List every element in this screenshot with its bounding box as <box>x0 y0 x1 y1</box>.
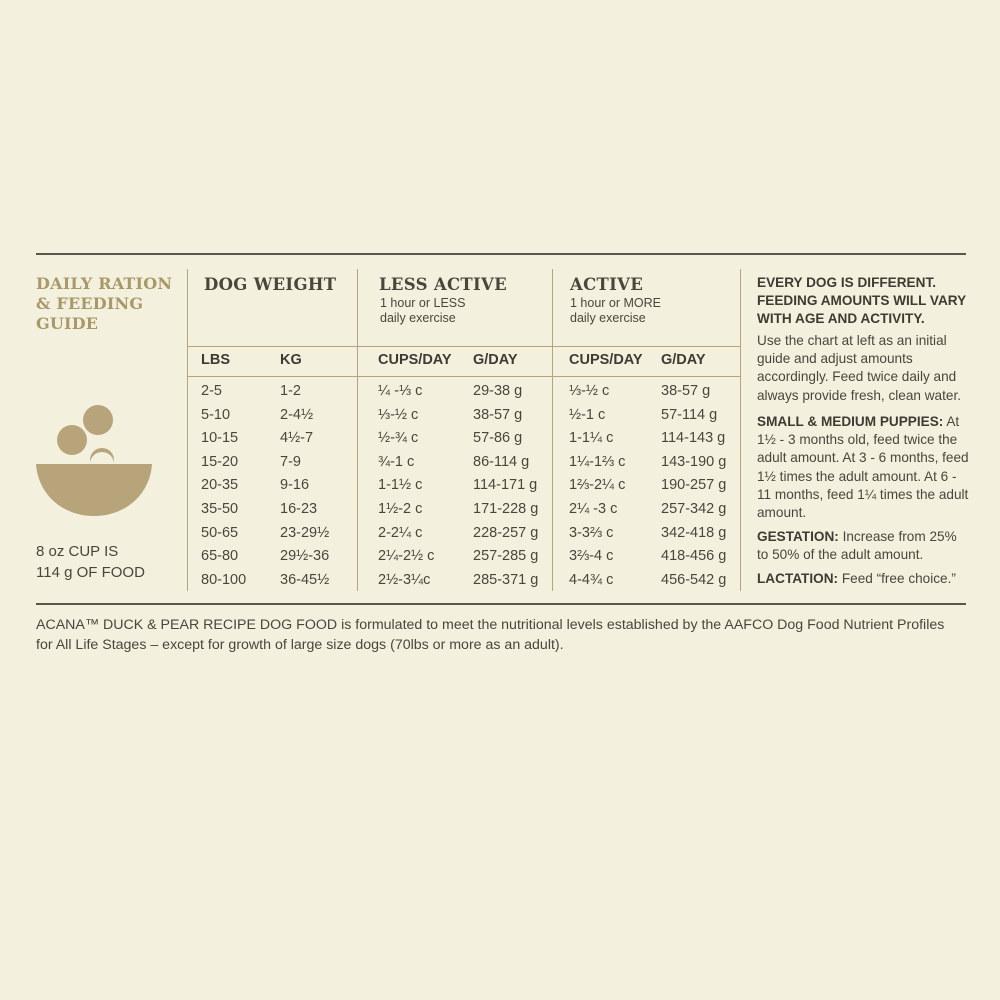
top-rule <box>36 253 966 255</box>
kg-cell: 2-4½ <box>280 406 314 423</box>
lactation-text: Feed “free choice.” <box>841 571 956 586</box>
active-cups-cell: 2¼ -3 c <box>569 501 618 517</box>
active-sub2: daily exercise <box>570 311 646 325</box>
kg-cell: 1-2 <box>280 383 301 399</box>
less-active-g-cell: 114-171 g <box>473 477 538 494</box>
active-g-cell: 342-418 g <box>661 524 727 541</box>
lbs-cell: 35-50 <box>201 501 239 517</box>
less-active-g-cell: 29-38 g <box>473 383 523 399</box>
active-g-cell: 257-342 g <box>661 501 727 517</box>
kg-cell: 4½-7 <box>280 430 314 447</box>
puppies-note <box>757 413 969 522</box>
lbs-cell: 50-65 <box>201 524 239 541</box>
bowl-with-food-icon <box>34 402 154 520</box>
less-active-g-header: G/DAY <box>473 352 518 368</box>
active-sub1: 1 hour or MORE <box>570 296 662 310</box>
footer-line-2: for All Life Stages – except for growth of large size dogs (70lbs or more as an adult). <box>36 637 564 653</box>
active-cups-cell: 4-4¾ c <box>569 571 614 588</box>
active-g-cell: 418-456 g <box>661 548 727 565</box>
active-g-header: G/DAY <box>661 352 706 368</box>
guide-title: DAILY RATION & FEEDING GUIDE <box>36 274 173 333</box>
less-active-cups-cell: 1½-2 c <box>378 501 423 517</box>
lactation-note <box>757 570 969 588</box>
dog-weight-heading: DOG WEIGHT <box>204 275 337 294</box>
less-active-g-cell: 257-285 g <box>473 548 539 565</box>
active-cups-header: CUPS/DAY <box>569 352 643 368</box>
less-active-cups-header: CUPS/DAY <box>378 352 452 368</box>
footer-line-1: ACANA™ DUCK & PEAR RECIPE DOG FOOD is formulated to meet the nutritional levels established by the AAFCO Dog Food Nutrient Profiles <box>36 617 945 633</box>
active-g-cell: 57-114 g <box>661 406 718 423</box>
gestation-label: GESTATION: <box>757 529 839 544</box>
less-active-cups-cell: 2-2¼ c <box>378 524 423 541</box>
active-cups-cell: 1⅔-2¼ c <box>569 477 626 494</box>
active-cups-cell: 1-1¼ c <box>569 430 614 447</box>
puppies-text: At 1½ - 3 months old, feed twice the adult amount. At 3 - 6 months, feed 1½ times the adult amount. At 6 - 11 months, feed 1¼ times the adult amount. <box>757 414 969 521</box>
active-g-cell: 114-143 g <box>661 430 726 447</box>
lbs-cell: 15-20 <box>201 453 239 470</box>
kg-cell: 16-23 <box>280 501 318 517</box>
less-active-cups-cell: ¾-1 c <box>378 453 415 470</box>
less-active-heading: LESS ACTIVE <box>379 275 508 294</box>
footer-statement <box>36 615 966 655</box>
active-cups-cell: ⅓-½ c <box>569 383 610 399</box>
active-cups-cell: 1¼-1⅔ c <box>569 453 626 470</box>
active-cups-cell: ½-1 c <box>569 406 606 423</box>
active-heading: ACTIVE <box>570 275 644 294</box>
lbs-cell: 5-10 <box>201 406 231 423</box>
header-divider <box>188 346 740 347</box>
divider-active <box>740 269 741 591</box>
kg-cell: 9-16 <box>280 477 310 494</box>
less-active-cups-cell: ⅓-½ c <box>378 406 419 423</box>
divider-weight <box>357 269 358 591</box>
kg-header: KG <box>280 352 302 368</box>
active-cups-cell: 3-3⅔ c <box>569 524 614 541</box>
less-active-g-cell: 38-57 g <box>473 406 523 423</box>
notes-lead: EVERY DOG IS DIFFERENT. FEEDING AMOUNTS WILL VARY WITH AGE AND ACTIVITY. <box>757 275 966 327</box>
puppies-label: SMALL & MEDIUM PUPPIES: <box>757 414 944 429</box>
less-active-cups-cell: 2¼-2½ c <box>378 548 435 565</box>
less-active-g-cell: 285-371 g <box>473 571 539 588</box>
lbs-cell: 65-80 <box>201 548 239 565</box>
lbs-cell: 20-35 <box>201 477 239 494</box>
subheader-divider <box>188 376 740 377</box>
less-active-g-cell: 171-228 g <box>473 501 539 517</box>
kg-cell: 36-45½ <box>280 571 330 588</box>
active-g-cell: 456-542 g <box>661 571 727 588</box>
notes-intro: Use the chart at left as an initial guide and adjust amounts accordingly. Feed twice daily and always provide fresh, clean water. <box>757 333 962 403</box>
active-g-cell: 38-57 g <box>661 383 711 399</box>
lbs-header: LBS <box>201 352 230 368</box>
active-g-cell: 190-257 g <box>661 477 727 494</box>
kg-cell: 23-29½ <box>280 524 330 541</box>
less-active-g-cell: 228-257 g <box>473 524 539 541</box>
divider-left <box>187 269 188 591</box>
less-active-sub2: daily exercise <box>380 311 456 325</box>
kg-cell: 7-9 <box>280 453 301 470</box>
gestation-text: Increase from 25% to 50% of the adult amount. <box>757 529 957 563</box>
kg-cell: 29½-36 <box>280 548 330 565</box>
active-g-cell: 143-190 g <box>661 453 727 470</box>
lbs-cell: 80-100 <box>201 571 247 588</box>
active-cups-cell: 3⅔-4 c <box>569 548 614 565</box>
less-active-cups-cell: ½-¾ c <box>378 430 419 447</box>
less-active-cups-cell: 1-1½ c <box>378 477 423 494</box>
less-active-cups-cell: 2½-3¼c <box>378 571 431 588</box>
cup-note: 8 oz CUP IS 114 g OF FOOD <box>36 543 145 581</box>
less-active-sub1: 1 hour or LESS <box>380 296 466 310</box>
less-active-g-cell: 86-114 g <box>473 453 530 470</box>
divider-less-active <box>552 269 553 591</box>
lbs-cell: 10-15 <box>201 430 239 447</box>
less-active-cups-cell: ¼ -⅓ c <box>378 383 423 399</box>
lactation-label: LACTATION: <box>757 571 839 586</box>
bottom-rule <box>36 603 966 605</box>
gestation-note <box>757 528 969 564</box>
less-active-g-cell: 57-86 g <box>473 430 523 447</box>
lbs-cell: 2-5 <box>201 383 222 399</box>
